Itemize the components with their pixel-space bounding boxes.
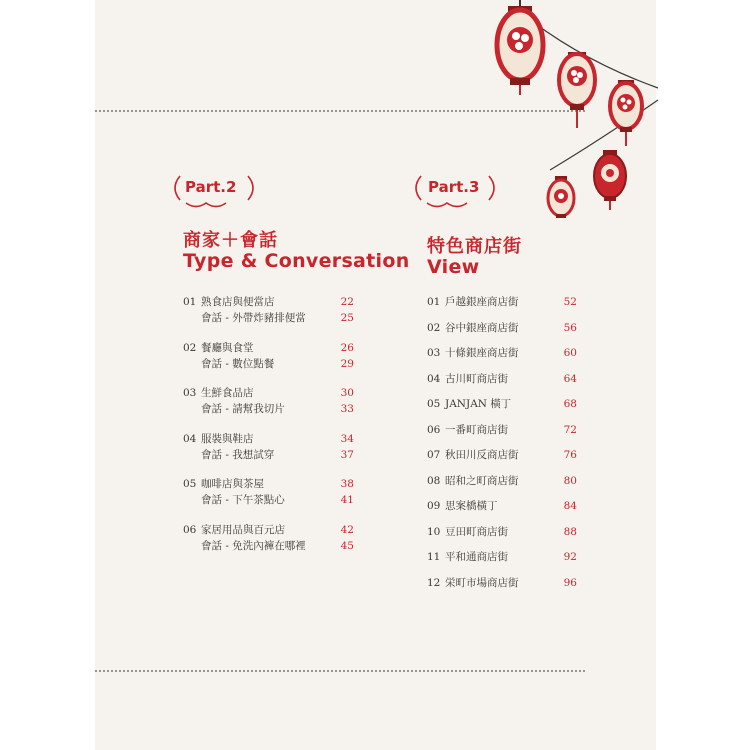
entry-title: 谷中銀座商店街 [445,321,519,334]
sub-entry-title: 會話 - 數位點餐 [201,357,275,370]
entry-page: 88 [563,525,577,538]
entry-number: 12 [427,576,441,589]
toc-sub-entry[interactable] [183,310,354,326]
entry-title: 昭和之町商店街 [445,474,519,487]
sub-entry-page: 41 [340,494,354,506]
toc-entry[interactable] [183,294,354,310]
entry-number: 01 [427,296,441,308]
entry-number: 07 [427,449,441,461]
part2-label: Part.2 [185,178,237,196]
entry-page: 84 [563,500,577,512]
entry-page: 38 [340,478,354,490]
sub-entry-page: 45 [340,539,354,552]
sub-entry-title: 會話 - 我想試穿 [201,448,275,461]
entry-title: 思案橋橫丁 [445,500,498,512]
entry-title: 戶越銀座商店街 [445,296,519,308]
sub-entry-page: 29 [340,357,354,370]
entry-title: 平和通商店街 [445,551,508,563]
sub-entry-title: 會話 - 免洗內褲在哪裡 [201,539,306,552]
entry-title: 秋田川反商店街 [445,449,519,461]
toc-entry[interactable] [183,431,354,447]
toc-sub-entry[interactable] [183,447,354,463]
entry-page: 92 [563,551,577,563]
entry-page: 60 [563,347,577,359]
toc-entry[interactable] [427,469,577,495]
paper-lantern-icon [559,52,595,128]
entry-number: 09 [427,500,441,512]
sub-entry-title: 會話 - 請幫我切片 [201,403,285,415]
entry-title: 餐廳與食堂 [201,341,254,354]
toc-group [183,522,354,554]
toc-entry[interactable] [427,571,577,597]
paper-lantern-icon [497,0,543,95]
entry-number: 02 [183,341,197,354]
entry-page: 68 [563,398,577,410]
toc-entry[interactable] [427,367,577,393]
toc-entry[interactable] [427,443,577,469]
entry-number: 05 [427,398,441,410]
entry-number: 06 [183,523,197,536]
part3-title-en: View [427,256,480,278]
part3-label: Part.3 [428,178,480,196]
sub-entry-title: 會話 - 下午茶點心 [201,494,285,506]
entry-number: 08 [427,474,441,487]
entry-number: 04 [183,432,197,445]
toc-entry[interactable] [427,418,577,444]
toc-entry[interactable] [183,522,354,538]
entry-page: 76 [563,449,577,461]
toc-sub-entry[interactable] [183,401,354,417]
part2-title-zh: 商家＋會話 [183,230,278,251]
paper-lantern-icon [594,150,626,210]
paper-lantern-icon [548,176,574,218]
toc-group [183,431,354,463]
entry-title: 十條銀座商店街 [445,347,519,359]
entry-page: 34 [340,432,354,445]
toc-sub-entry[interactable] [183,492,354,508]
entry-page: 64 [563,372,577,385]
toc-group [183,294,354,326]
entry-number: 11 [427,551,441,563]
sub-entry-title: 會話 - 外帶炸豬排便當 [201,312,306,324]
sub-entry-page: 25 [340,312,354,324]
paper-lantern-icon [610,80,642,146]
toc-entry[interactable] [427,316,577,342]
part2-toc [183,294,354,567]
entry-page: 22 [340,296,354,308]
entry-number: 01 [183,296,197,308]
entry-title: 咖啡店與茶屋 [201,478,264,490]
entry-number: 03 [427,347,441,359]
entry-title: 家居用品與百元店 [201,523,285,536]
entry-title: 服裝與鞋店 [201,432,254,445]
toc-entry[interactable] [427,290,577,316]
toc-entry[interactable] [427,520,577,546]
entry-title: 一番町商店街 [445,423,508,436]
toc-entry[interactable] [427,545,577,571]
sub-entry-page: 37 [340,448,354,461]
entry-page: 30 [340,387,354,399]
toc-entry[interactable] [183,340,354,356]
entry-page: 96 [563,576,577,589]
toc-sub-entry[interactable] [183,538,354,554]
toc-group [183,476,354,508]
entry-number: 03 [183,387,197,399]
entry-page: 56 [563,321,577,334]
entry-page: 72 [563,423,577,436]
entry-page: 26 [340,341,354,354]
entry-title: 生鮮食品店 [201,387,254,399]
entry-title: 熟食店與便當店 [201,296,275,308]
entry-page: 52 [563,296,577,308]
entry-number: 04 [427,372,441,385]
entry-page: 42 [340,523,354,536]
toc-entry[interactable] [183,476,354,492]
toc-entry[interactable] [427,392,577,418]
toc-entry[interactable] [427,494,577,520]
bottom-dotted-divider [95,670,585,672]
entry-number: 02 [427,321,441,334]
lantern-string-illustration [480,0,660,230]
part2-title-en: Type & Conversation [183,250,410,272]
toc-entry[interactable] [427,341,577,367]
toc-group [183,385,354,417]
sub-entry-page: 33 [340,403,354,415]
part3-title-zh: 特色商店街 [427,236,522,257]
entry-number: 05 [183,478,197,490]
toc-group [183,340,354,372]
entry-title: 古川町商店街 [445,372,508,385]
toc-sub-entry[interactable] [183,356,354,372]
entry-title: 豆田町商店街 [445,525,508,538]
part3-toc [427,290,577,596]
entry-page: 80 [563,474,577,487]
entry-title: JANJAN 橫丁 [445,398,512,410]
entry-number: 10 [427,525,441,538]
toc-entry[interactable] [183,385,354,401]
entry-number: 06 [427,423,441,436]
entry-title: 栄町市場商店街 [445,576,519,589]
